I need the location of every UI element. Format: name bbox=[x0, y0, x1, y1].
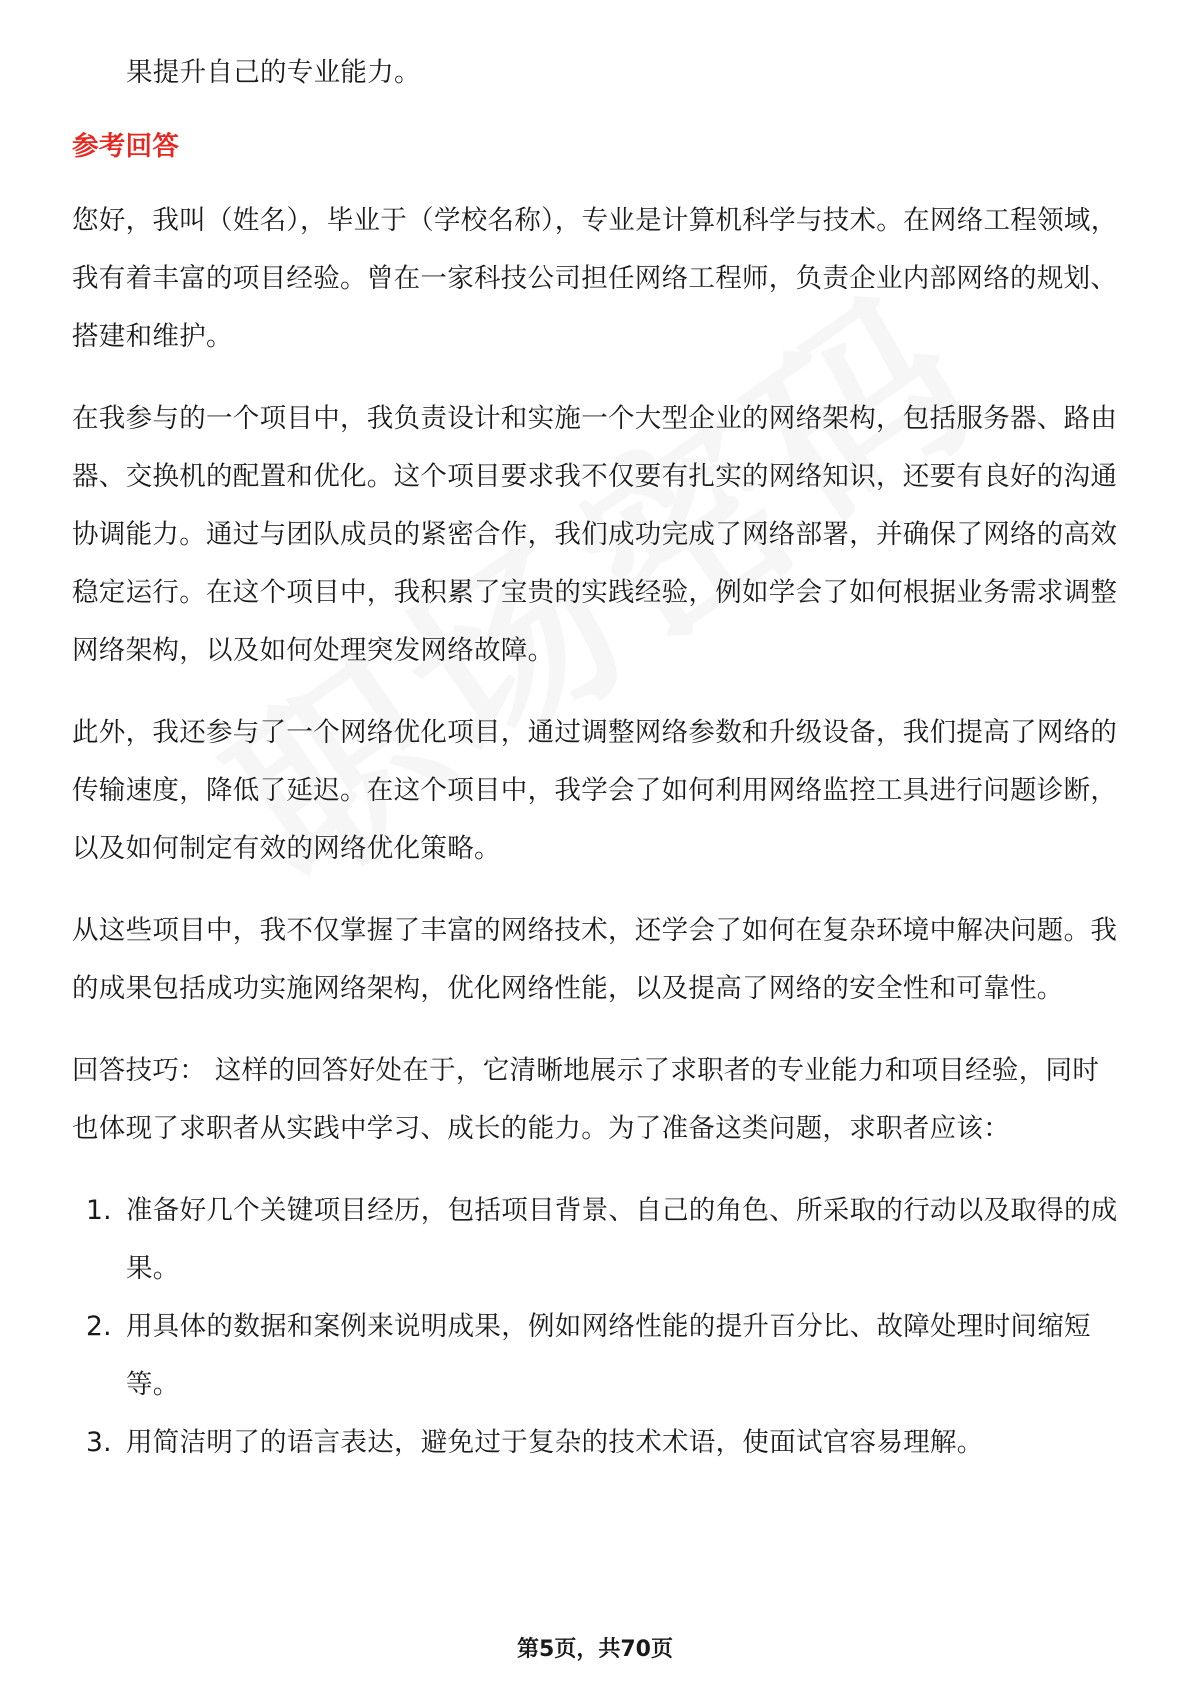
answer-paragraph-optimization: 此外，我还参与了一个网络优化项目，通过调整网络参数和升级设备，我们提高了网络的传输速度，降低了延迟。在这个项目中，我学会了如何利用网络监控工具进行问题诊断，以及如何制定有效的网络优化策略。 bbox=[72, 717, 1118, 864]
tip-text: 准备好几个关键项目经历，包括项目背景、自己的角色、所采取的行动以及取得的成果。 bbox=[126, 1195, 1118, 1284]
answer-paragraph-project: 在我参与的一个项目中，我负责设计和实施一个大型企业的网络架构，包括服务器、路由器、交换机的配置和优化。这个项目要求我不仅要有扎实的网络知识，还要有良好的沟通协调能力。通过与团队成员的紧密合作，我们成功完成了网络部署，并确保了网络的高效稳定运行。在这个项目中，我积累了宝贵的实践经验，例如学会了如何根据业务需求调整网络架构，以及如何处理突发网络故障。 bbox=[72, 403, 1118, 666]
tip-text: 用具体的数据和案例来说明成果，例如网络性能的提升百分比、故障处理时间缩短等。 bbox=[126, 1311, 1091, 1400]
answer-paragraph-summary: 从这些项目中，我不仅掌握了丰富的网络技术，还学会了如何在复杂环境中解决问题。我的成果包括成功实施网络架构，优化网络性能，以及提高了网络的安全性和可靠性。 bbox=[72, 915, 1118, 1004]
tip-number: 3. bbox=[86, 1427, 112, 1458]
page-content bbox=[72, 44, 1118, 1472]
tip-text: 用简洁明了的语言表达，避免过于复杂的技术术语，使面试官容易理解。 bbox=[126, 1427, 984, 1458]
section-heading: 参考回答 bbox=[72, 131, 180, 162]
tip-item bbox=[72, 1298, 1118, 1414]
tip-number: 2. bbox=[86, 1311, 112, 1342]
tip-number: 1. bbox=[86, 1195, 112, 1226]
tip-item bbox=[72, 1414, 1118, 1472]
tip-item bbox=[72, 1182, 1118, 1298]
answer-tips-intro: 回答技巧： 这样的回答好处在于，它清晰地展示了求职者的专业能力和项目经验，同时也体现了求职者从实践中学习、成长的能力。为了准备这类问题，求职者应该： bbox=[72, 1055, 1100, 1144]
tips-list bbox=[72, 1182, 1118, 1472]
continuation-line: 果提升自己的专业能力。 bbox=[126, 57, 421, 88]
page-number-footer: 第5页，共70页 bbox=[517, 1637, 673, 1662]
answer-paragraph-intro: 您好，我叫（姓名），毕业于（学校名称），专业是计算机科学与技术。在网络工程领域，我有着丰富的项目经验。曾在一家科技公司担任网络工程师，负责企业内部网络的规划、搭建和维护。 bbox=[72, 205, 1118, 352]
